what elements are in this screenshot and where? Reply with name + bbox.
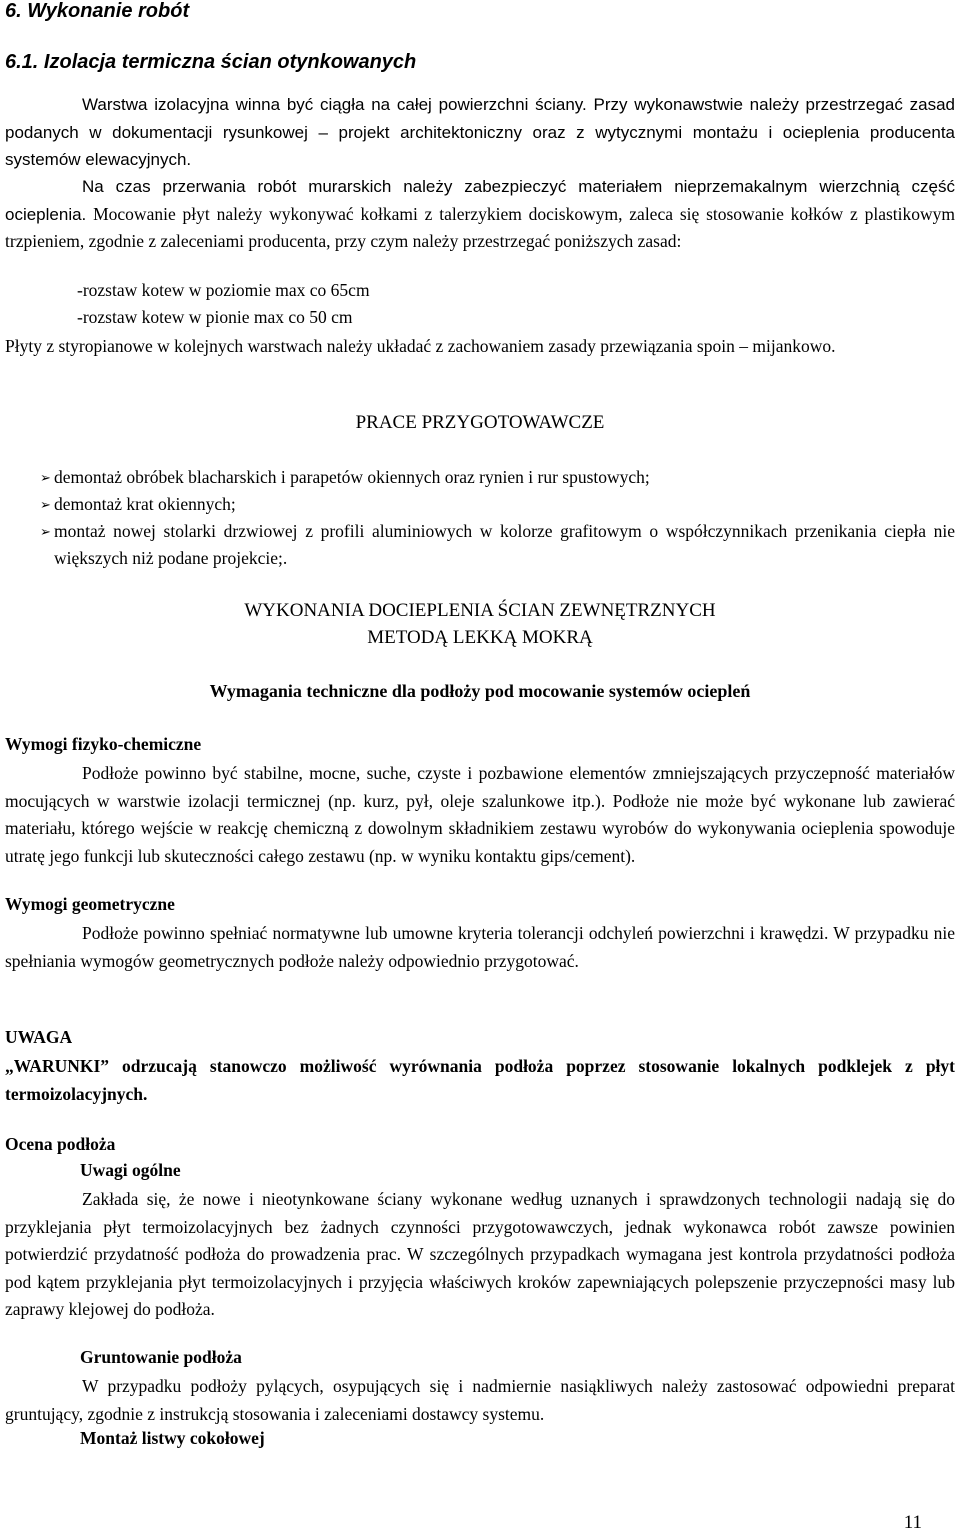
- prace-list: [40, 464, 955, 572]
- montaz-heading: Montaż listwy cokołowej: [80, 1428, 265, 1448]
- paragraph-plyty: Płyty z styropianowe w kolejnych warstwach należy układać z zachowaniem zasady przewiązania spoin – mijankowo.: [5, 336, 836, 356]
- uwagi-paragraph: Zakłada się, że nowe i nieotynkowane ściany wykonane według uznanych i sprawdzonych technologii nadają się do przyklejania płyt termoizolacyjnych bez żadnych czynności przygotowawczych, jednak wykonawca robót zawsze powinien potwierdzić przydatność podłoża do prowadzenia prac. W szczególnych przypadkach wymagana jest kontrola przydatności podłoża pod kątem przyklejania płyt termoizolacyjnych i przyjęcia właściwych kroków zapewniających polepszenie przyczepności masy lub zaprawy klejowej do podłoża.: [5, 1189, 955, 1319]
- arrow-bullet-icon: ➢: [40, 497, 51, 512]
- geom-heading: Wymogi geometryczne: [5, 894, 175, 914]
- paragraph-przerwania-text: Na czas przerwania robót murarskich należy zabezpieczyć materiałem nieprzemakalnym wierzchnią część ocieplenia.: [5, 177, 955, 224]
- rule-horizontal-spacing: -rozstaw kotew w poziomie max co 65cm: [77, 280, 370, 300]
- list-item: ➢ demontaż obróbek blacharskich i parapetów okiennych oraz rynien i rur spustowych;: [40, 464, 955, 491]
- paragraph-mocowanie-text: Mocowanie płyt należy wykonywać kołkami z talerzykiem dociskowym, zaleca się stosowanie kołków z plastikowym trzpieniem, zgodnie z zaleceniami producenta, przy czym należy przestrzegać poniższych zasad:: [5, 203, 955, 251]
- wykonania-heading-line1: WYKONANIA DOCIEPLENIA ŚCIAN ZEWNĘTRZNYCH: [244, 600, 716, 621]
- arrow-bullet-icon: ➢: [40, 470, 51, 485]
- uwaga-paragraph: „WARUNKI” odrzucają stanowczo możliwość wyrównania podłoża poprzez stosowanie lokalnych podklejek z płyt termoizolacyjnych.: [5, 1056, 955, 1104]
- subsection-title: 6.1. Izolacja termiczna ścian otynkowanych: [5, 51, 417, 73]
- gruntowanie-heading: Gruntowanie podłoża: [80, 1347, 242, 1367]
- ocena-heading: Ocena podłoża: [5, 1134, 116, 1154]
- section-title: 6. Wykonanie robót: [5, 0, 190, 22]
- rule-vertical-spacing: -rozstaw kotew w pionie max co 50 cm: [77, 307, 353, 327]
- wymagania-heading: Wymagania techniczne dla podłoży pod mocowanie systemów ociepleń: [209, 681, 751, 701]
- wykonania-heading-line2: METODĄ LEKKĄ MOKRĄ: [367, 627, 593, 648]
- paragraph-mocowanie: [5, 173, 955, 256]
- intro-paragraph: Warstwa izolacyjna winna być ciągła na całej powierzchni ściany. Przy wykonawstwie należy przestrzegać zasad podanych w dokumentacji rysunkowej – projekt architektoniczny oraz z wytycznymi montażu i ocieplenia producenta systemów elewacyjnych.: [5, 95, 955, 169]
- list-item: ➢ montaż nowej stolarki drzwiowej z profili aluminiowych w kolorze grafitowym o współczynnikach przenikania ciepła nie większych niż podane projekcie;.: [40, 518, 955, 572]
- fizyko-paragraph: Podłoże powinno być stabilne, mocne, suche, czyste i pozbawione elementów zmniejszających przyczepność materiałów mocujących w warstwie izolacji termicznej (np. kurz, pył, oleje szalunkowe itp.). Podłoże nie może być wykonane lub zawierać materiału, którego wejście w reakcję chemiczną z dowolnym składnikiem zestawu wyrobów do wykonywania ocieplenia spowoduje utratę jego funkcji lub skuteczności całego zestawu (np. w wyniku kontaktu gips/cement).: [5, 763, 955, 866]
- geom-paragraph: Podłoże powinno spełniać normatywne lub umowne kryteria tolerancji odchyleń powierzchni i krawędzi. W przypadku nie spełniania wymogów geometrycznych podłoże należy odpowiednio przygotować.: [5, 923, 955, 971]
- list-item: ➢ demontaż krat okiennych;: [40, 491, 955, 518]
- arrow-bullet-icon: ➢: [40, 524, 51, 539]
- page-number: 11: [903, 1512, 922, 1533]
- fizyko-heading: Wymogi fizyko-chemiczne: [5, 734, 202, 754]
- prace-heading: PRACE PRZYGOTOWAWCZE: [355, 412, 605, 433]
- uwagi-heading: Uwagi ogólne: [80, 1160, 181, 1180]
- gruntowanie-paragraph: W przypadku podłoży pylących, osypujących się i nadmiernie nasiąkliwych należy zastosować odpowiedni preparat gruntujący, zgodnie z instrukcją stosowania i zaleceniami dostawcy systemu.: [5, 1376, 955, 1424]
- uwaga-heading: UWAGA: [5, 1027, 73, 1047]
